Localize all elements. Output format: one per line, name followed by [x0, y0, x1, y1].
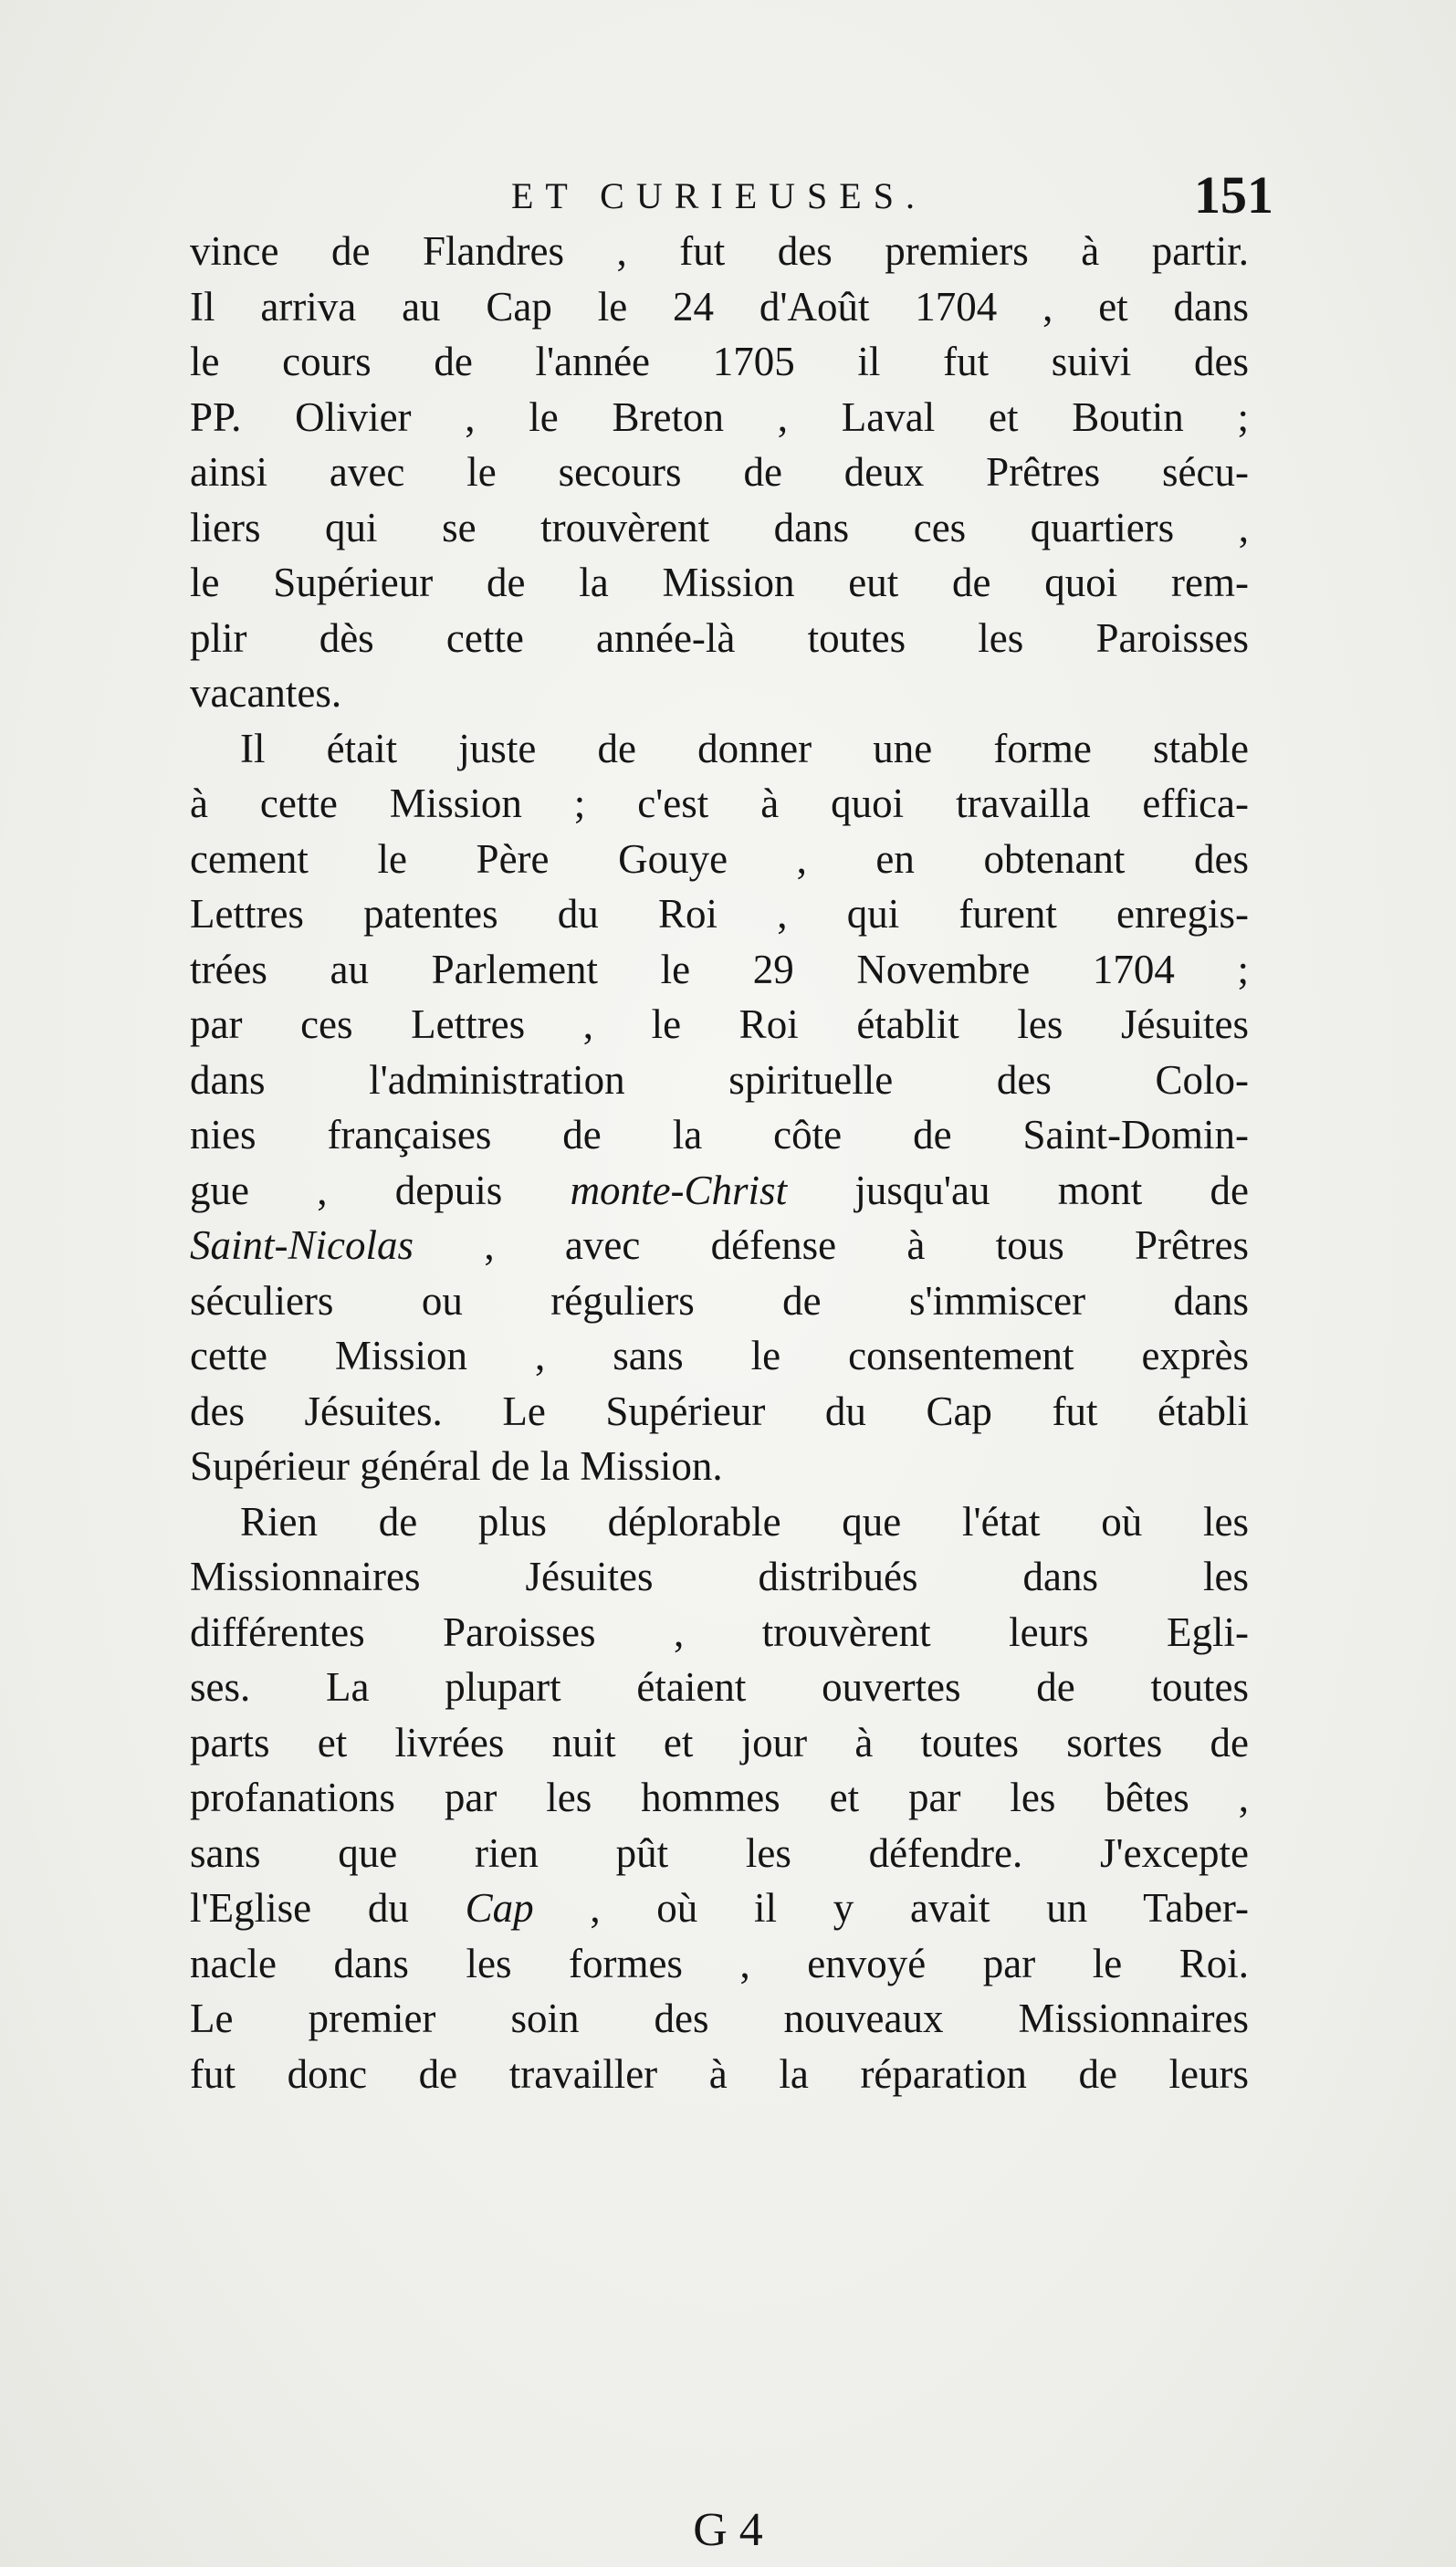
text-line: trées au Parlement le 29 Novembre 1704 ; — [190, 946, 1249, 992]
text-line — [190, 1163, 1249, 1219]
signature-mark: G 4 — [693, 2504, 763, 2556]
text-line: cement le Père Gouye , en obtenant des — [190, 835, 1249, 882]
text-line: le Supérieur de la Mission eut de quoi rem- — [190, 560, 1249, 605]
text-line: Missionnaires Jésuites distribués dans les — [190, 1554, 1249, 1599]
text-line: sans que rien pût les défendre. J'excepte — [190, 1829, 1249, 1876]
text-line: Il était juste de donner une forme stable — [240, 725, 1249, 771]
text-line: cette Mission , sans le consentement exprès — [190, 1333, 1249, 1378]
text-line: profanations par les hommes et par les bêtes , — [190, 1775, 1249, 1820]
text-line: plir dès cette année-là toutes les Paroisses — [190, 614, 1249, 661]
text-line — [190, 1881, 1249, 1936]
text-line: séculiers ou réguliers de s'immiscer dans — [190, 1277, 1249, 1324]
text-line: fut donc de travailler à la réparation de leurs — [190, 2050, 1249, 2097]
text-line: nies françaises de la côte de Saint-Domin- — [190, 1112, 1249, 1158]
text-line: dans l'administration spirituelle des Colo- — [190, 1056, 1249, 1103]
text-line: le cours de l'année 1705 il fut suivi des — [190, 339, 1249, 384]
text-line: ainsi avec le secours de deux Prêtres sécu- — [190, 449, 1249, 495]
text-line: Supérieur général de la Mission. — [190, 1443, 723, 1489]
text-line: par ces Lettres , le Roi établit les Jésuites — [190, 1001, 1249, 1047]
text-line: Lettres patentes du Roi , qui furent enregis- — [190, 891, 1249, 937]
text-line: des Jésuites. Le Supérieur du Cap fut établi — [190, 1388, 1249, 1434]
text-line: à cette Mission ; c'est à quoi travailla effica- — [190, 781, 1249, 826]
place-name: monte-Christ — [570, 1167, 788, 1213]
text-segment: gue , depuis — [190, 1167, 571, 1213]
text-line: parts et livrées nuit et jour à toutes sortes de — [190, 1719, 1249, 1765]
running-title: ET CURIEUSES. — [511, 175, 927, 216]
text-line: liers qui se trouvèrent dans ces quartiers , — [190, 504, 1249, 550]
text-line: Rien de plus déplorable que l'état où les — [240, 1498, 1249, 1545]
text-line — [190, 1218, 1249, 1273]
text-segment: , où il y avait un Taber- — [533, 1885, 1249, 1931]
body-text — [190, 224, 1249, 2101]
page-number: 151 — [1194, 165, 1273, 225]
text-segment: l'Eglise du — [190, 1885, 466, 1931]
text-line: vacantes. — [190, 670, 342, 716]
text-line: Il arriva au Cap le 24 d'Août 1704 , et dans — [190, 283, 1249, 330]
text-line: différentes Paroisses , trouvèrent leurs Egli- — [190, 1608, 1249, 1655]
place-name: Cap — [465, 1885, 534, 1931]
text-line: PP. Olivier , le Breton , Laval et Boutin ; — [190, 393, 1249, 440]
text-line: vince de Flandres , fut des premiers à partir. — [190, 228, 1249, 274]
text-line: Le premier soin des nouveaux Missionnaires — [190, 1996, 1249, 2041]
text-segment: jusqu'au mont de — [787, 1167, 1249, 1213]
text-line: nacle dans les formes , envoyé par le Roi. — [190, 1940, 1249, 1986]
place-name: Saint-Nicolas — [190, 1222, 414, 1268]
text-line: ses. La plupart étaient ouvertes de toutes — [190, 1664, 1249, 1710]
text-segment: , avec défense à tous Prêtres — [414, 1222, 1249, 1268]
